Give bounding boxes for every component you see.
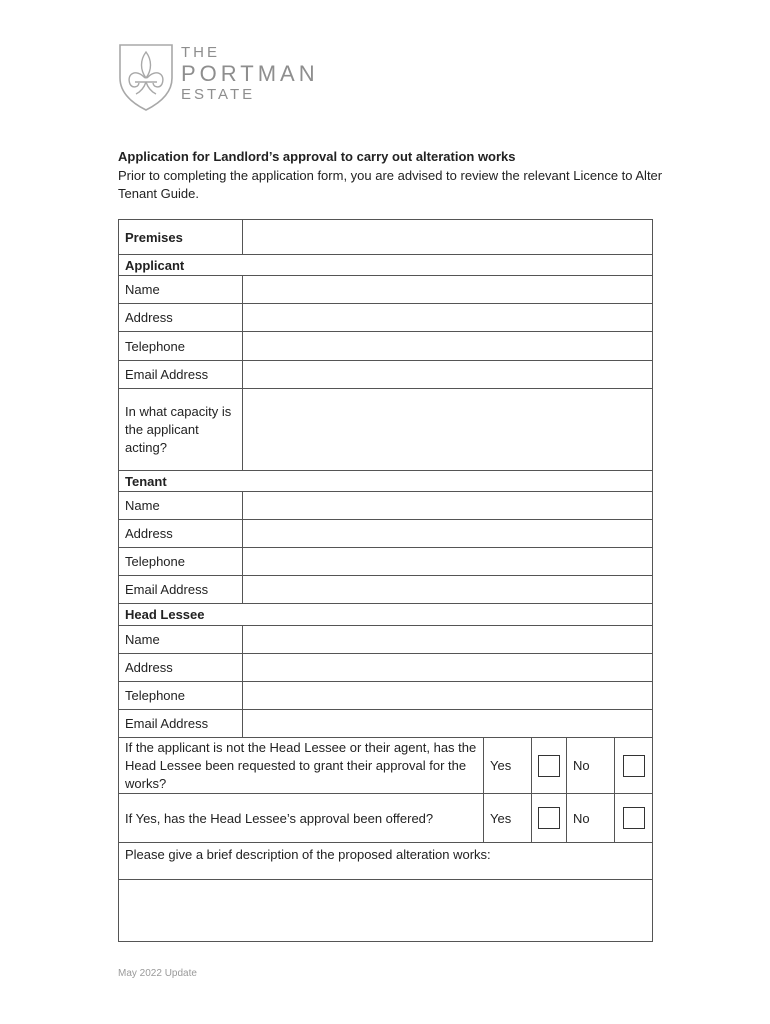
tenant-email-label: Email Address	[119, 576, 243, 604]
tenant-email-field[interactable]	[243, 576, 653, 604]
head-lessee-heading: Head Lessee	[119, 604, 653, 626]
tenant-address-label: Address	[119, 520, 243, 548]
tenant-telephone-label: Telephone	[119, 548, 243, 576]
q2-no-cell	[615, 794, 653, 843]
applicant-address-label: Address	[119, 304, 243, 332]
q2-yes-label: Yes	[484, 794, 532, 843]
premises-label: Premises	[119, 220, 243, 255]
applicant-email-field[interactable]	[243, 361, 653, 389]
premises-field[interactable]	[243, 220, 653, 255]
tenant-name-field[interactable]	[243, 492, 653, 520]
q1-yes-label: Yes	[484, 738, 532, 794]
q1-yes-cell	[532, 738, 567, 794]
q1-no-checkbox[interactable]	[623, 755, 645, 777]
tenant-telephone-field[interactable]	[243, 548, 653, 576]
applicant-telephone-field[interactable]	[243, 332, 653, 361]
form-title: Application for Landlord’s approval to carry out alteration works	[118, 149, 516, 164]
q2-no-checkbox[interactable]	[623, 807, 645, 829]
q2-yes-cell	[532, 794, 567, 843]
applicant-capacity-field[interactable]	[243, 389, 653, 471]
head-lessee-telephone-field[interactable]	[243, 682, 653, 710]
fleur-de-lis-shield-icon	[118, 42, 174, 112]
q1-yes-checkbox[interactable]	[538, 755, 560, 777]
tenant-address-field[interactable]	[243, 520, 653, 548]
applicant-email-label: Email Address	[119, 361, 243, 389]
head-lessee-email-field[interactable]	[243, 710, 653, 738]
application-form	[118, 219, 653, 942]
applicant-address-field[interactable]	[243, 304, 653, 332]
description-label: Please give a brief description of the proposed alteration works:	[119, 843, 653, 880]
head-lessee-email-label: Email Address	[119, 710, 243, 738]
head-lessee-address-label: Address	[119, 654, 243, 682]
applicant-name-label: Name	[119, 276, 243, 304]
question-approval-offered: If Yes, has the Head Lessee’s approval been offered?	[119, 794, 484, 843]
head-lessee-name-field[interactable]	[243, 626, 653, 654]
head-lessee-telephone-label: Telephone	[119, 682, 243, 710]
applicant-capacity-label: In what capacity is the applicant acting?	[119, 389, 243, 471]
applicant-name-field[interactable]	[243, 276, 653, 304]
question-approval-requested: If the applicant is not the Head Lessee or their agent, has the Head Lessee been requested to grant their approval for the works?	[119, 738, 484, 794]
tenant-name-label: Name	[119, 492, 243, 520]
applicant-telephone-label: Telephone	[119, 332, 243, 361]
intro-text: Prior to completing the application form, you are advised to review the relevant Licence to Alter Tenant Guide.	[118, 167, 663, 201]
tenant-heading: Tenant	[119, 471, 653, 492]
head-lessee-name-label: Name	[119, 626, 243, 654]
portman-estate-logo	[118, 42, 338, 112]
applicant-heading: Applicant	[119, 255, 653, 276]
head-lessee-address-field[interactable]	[243, 654, 653, 682]
q1-no-label: No	[567, 738, 615, 794]
footer-version: May 2022 Update	[118, 968, 197, 979]
logo-line-1: THE	[181, 44, 220, 61]
logo-line-2: PORTMAN	[181, 61, 319, 86]
q1-no-cell	[615, 738, 653, 794]
logo-line-3: ESTATE	[181, 86, 256, 103]
description-field[interactable]	[119, 880, 653, 942]
intro	[118, 148, 663, 204]
q2-no-label: No	[567, 794, 615, 843]
q2-yes-checkbox[interactable]	[538, 807, 560, 829]
